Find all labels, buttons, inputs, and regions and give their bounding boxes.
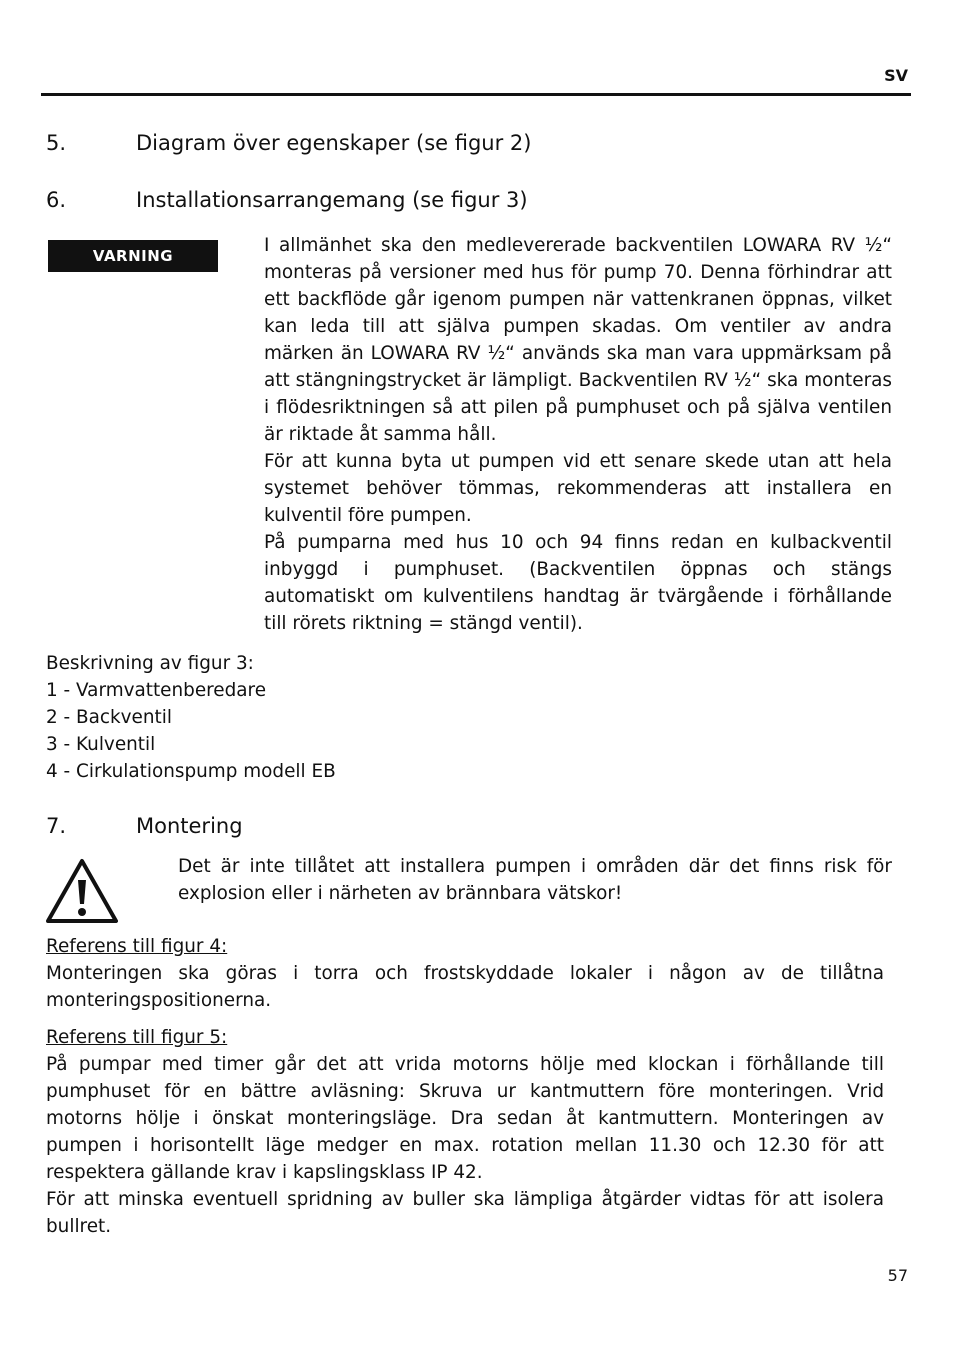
mounting-warning-text: Det är inte tillåtet att installera pumpen i områden där det finns risk för explosion eller i närheten av brännbara vätskor!: [178, 856, 892, 904]
section-6-heading: [46, 188, 528, 212]
section-number: 7.: [46, 814, 67, 838]
warning-text-block: [264, 232, 892, 637]
section-number: 6.: [46, 188, 67, 212]
section-figure-ref: (se figur 2): [416, 131, 532, 155]
warning-triangle-icon: [46, 858, 118, 924]
figure-4-text: Monteringen ska göras i torra och frostskyddade lokaler i någon av de tillåtna monteringspositionerna.: [46, 963, 884, 1011]
section-title: Diagram över egenskaper: [136, 131, 410, 155]
section-title: Montering: [136, 814, 243, 838]
section-figure-ref: (se figur 3): [412, 188, 528, 212]
figure-3-title: Beskrivning av figur 3:: [46, 653, 254, 674]
noise-text: För att minska eventuell spridning av buller ska lämpliga åtgärder vidtas för att isolera bullret.: [46, 1189, 884, 1237]
language-code: SV: [884, 66, 908, 85]
header-rule: [41, 93, 911, 96]
figure-4-reference: [46, 933, 884, 1014]
list-item: 3 - Kulventil: [46, 734, 156, 755]
section-title: Installationsarrangemang: [136, 188, 406, 212]
list-item: 2 - Backventil: [46, 707, 172, 728]
page-number: 57: [887, 1266, 908, 1285]
warning-paragraph-2: För att kunna byta ut pumpen vid ett senare skede utan att hela systemet behöver tömmas, rekommenderas att installera en kulventil före pumpen.: [264, 451, 892, 526]
section-5-heading: [46, 131, 531, 155]
figure-4-label: Referens till figur 4:: [46, 936, 228, 957]
figure-5-label: Referens till figur 5:: [46, 1027, 228, 1048]
warning-badge: VARNING: [48, 240, 218, 272]
warning-paragraph-1: I allmänhet ska den medlevererade backventilen LOWARA RV ½“ monteras på versioner med hus för pump 70. Denna förhindrar att ett backflöde går igenom pumpen när vattenkranen öppnas, vilket kan leda till att själva pumpen skadas. Om ventiler av andra märken än LOWARA RV ½“ används ska man vara uppmärksam på att stängningstrycket är lämpligt. Backventilen RV ½“ ska monteras i flödesriktningen så att pilen på pumphuset och på själva ventilen är riktade åt samma håll.: [264, 235, 892, 445]
figure-5-reference: [46, 1024, 884, 1240]
section-number: 5.: [46, 131, 67, 155]
figure-3-description: [46, 650, 336, 785]
figure-5-text: På pumpar med timer går det att vrida motorns hölje med klockan i förhållande till pumphuset för en bättre avläsning: Skruva ur kantmuttern före monteringen. Vrid motorns hölje i önskat monteringsläge. Dra sedan åt kantmuttern. Monteringen av pumpen i horisontellt läge medger en max. rotation mellan 11.30 och 12.30 för att respektera gällande krav i kapslingsklass IP 42.: [46, 1054, 884, 1183]
list-item: 4 - Cirkulationspump modell EB: [46, 761, 336, 782]
warning-paragraph-3: På pumparna med hus 10 och 94 finns redan en kulbackventil inbyggd i pumphuset. (Backventilen öppnas och stängs automatiskt om kulventilens handtag är tvärgående i förhållande till rörets riktning = stängd ventil).: [264, 532, 892, 634]
section-7-heading: [46, 814, 243, 838]
list-item: 1 - Varmvattenberedare: [46, 680, 267, 701]
